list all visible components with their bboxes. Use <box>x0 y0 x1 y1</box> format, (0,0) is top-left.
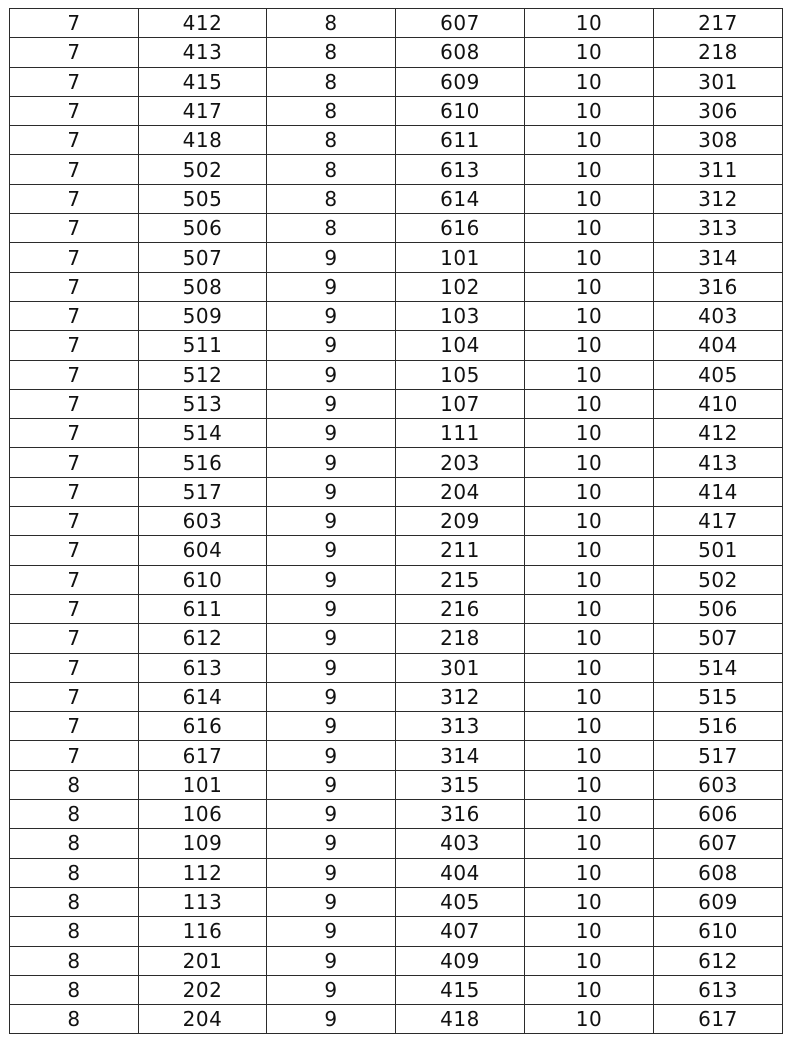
table-cell: 603 <box>654 770 783 799</box>
table-cell: 9 <box>267 624 396 653</box>
table-cell: 611 <box>139 594 267 623</box>
table-cell: 109 <box>139 829 267 858</box>
table-row <box>10 653 783 682</box>
table-cell: 607 <box>396 9 525 38</box>
table-row <box>10 1005 783 1034</box>
table-cell: 405 <box>654 360 783 389</box>
table-cell: 10 <box>525 184 654 213</box>
table-cell: 617 <box>139 741 267 770</box>
table-cell: 8 <box>10 975 139 1004</box>
table-cell: 7 <box>10 682 139 711</box>
table-cell: 10 <box>525 829 654 858</box>
table-cell: 9 <box>267 301 396 330</box>
table-cell: 9 <box>267 741 396 770</box>
table-cell: 106 <box>139 800 267 829</box>
table-cell: 7 <box>10 448 139 477</box>
table-cell: 10 <box>525 800 654 829</box>
table-cell: 9 <box>267 975 396 1004</box>
table-row <box>10 946 783 975</box>
table-cell: 10 <box>525 477 654 506</box>
table-cell: 211 <box>396 536 525 565</box>
table-cell: 10 <box>525 301 654 330</box>
table-cell: 7 <box>10 536 139 565</box>
table-cell: 10 <box>525 331 654 360</box>
table-cell: 8 <box>10 917 139 946</box>
table-cell: 313 <box>654 214 783 243</box>
table-body <box>10 9 783 1034</box>
table-cell: 415 <box>396 975 525 1004</box>
table-cell: 9 <box>267 770 396 799</box>
table-cell: 10 <box>525 536 654 565</box>
table-cell: 217 <box>654 9 783 38</box>
table-cell: 312 <box>396 682 525 711</box>
table-cell: 9 <box>267 829 396 858</box>
table-cell: 215 <box>396 565 525 594</box>
table-cell: 506 <box>139 214 267 243</box>
table-cell: 611 <box>396 126 525 155</box>
table-cell: 9 <box>267 389 396 418</box>
table-cell: 7 <box>10 624 139 653</box>
table-cell: 10 <box>525 712 654 741</box>
table-cell: 412 <box>139 9 267 38</box>
table-cell: 509 <box>139 301 267 330</box>
table-cell: 9 <box>267 419 396 448</box>
table-row <box>10 917 783 946</box>
table-cell: 314 <box>396 741 525 770</box>
table-cell: 612 <box>139 624 267 653</box>
table-cell: 8 <box>267 38 396 67</box>
table-cell: 311 <box>654 155 783 184</box>
table-cell: 608 <box>396 38 525 67</box>
table-cell: 609 <box>654 887 783 916</box>
table-cell: 613 <box>396 155 525 184</box>
table-cell: 202 <box>139 975 267 1004</box>
table-cell: 9 <box>267 1005 396 1034</box>
table-cell: 612 <box>654 946 783 975</box>
table-cell: 8 <box>267 9 396 38</box>
table-row <box>10 770 783 799</box>
table-cell: 9 <box>267 507 396 536</box>
table-cell: 517 <box>654 741 783 770</box>
table-cell: 204 <box>396 477 525 506</box>
table-cell: 413 <box>654 448 783 477</box>
table-cell: 507 <box>139 243 267 272</box>
table-cell: 514 <box>139 419 267 448</box>
table-cell: 9 <box>267 917 396 946</box>
table-cell: 7 <box>10 301 139 330</box>
table-cell: 10 <box>525 917 654 946</box>
table-cell: 506 <box>654 594 783 623</box>
table-cell: 9 <box>267 243 396 272</box>
table-cell: 308 <box>654 126 783 155</box>
table-row <box>10 301 783 330</box>
table-cell: 7 <box>10 389 139 418</box>
table-cell: 404 <box>396 858 525 887</box>
table-row <box>10 389 783 418</box>
table-cell: 7 <box>10 184 139 213</box>
table-cell: 9 <box>267 946 396 975</box>
table-cell: 610 <box>396 96 525 125</box>
table-cell: 614 <box>396 184 525 213</box>
table-cell: 10 <box>525 858 654 887</box>
table-cell: 7 <box>10 712 139 741</box>
table-cell: 10 <box>525 214 654 243</box>
table-cell: 513 <box>139 389 267 418</box>
table-cell: 417 <box>139 96 267 125</box>
table-cell: 7 <box>10 594 139 623</box>
table-cell: 7 <box>10 155 139 184</box>
table-cell: 508 <box>139 272 267 301</box>
table-cell: 10 <box>525 243 654 272</box>
table-cell: 7 <box>10 419 139 448</box>
table-cell: 606 <box>654 800 783 829</box>
table-row <box>10 243 783 272</box>
table-cell: 407 <box>396 917 525 946</box>
table-cell: 10 <box>525 682 654 711</box>
table-cell: 403 <box>654 301 783 330</box>
table-cell: 107 <box>396 389 525 418</box>
table-cell: 102 <box>396 272 525 301</box>
table-cell: 7 <box>10 38 139 67</box>
table-cell: 10 <box>525 770 654 799</box>
table-cell: 113 <box>139 887 267 916</box>
table-cell: 610 <box>654 917 783 946</box>
table-cell: 312 <box>654 184 783 213</box>
table-cell: 8 <box>267 155 396 184</box>
table-cell: 515 <box>654 682 783 711</box>
table-cell: 216 <box>396 594 525 623</box>
table-cell: 9 <box>267 536 396 565</box>
table-cell: 10 <box>525 565 654 594</box>
table-cell: 610 <box>139 565 267 594</box>
table-cell: 10 <box>525 360 654 389</box>
table-cell: 8 <box>10 858 139 887</box>
table-row <box>10 272 783 301</box>
table-row <box>10 594 783 623</box>
table-cell: 516 <box>139 448 267 477</box>
table-row <box>10 96 783 125</box>
table-cell: 7 <box>10 507 139 536</box>
table-row <box>10 624 783 653</box>
table-cell: 9 <box>267 565 396 594</box>
table-cell: 10 <box>525 67 654 96</box>
table-cell: 103 <box>396 301 525 330</box>
table-cell: 7 <box>10 653 139 682</box>
table-cell: 501 <box>654 536 783 565</box>
table-cell: 403 <box>396 829 525 858</box>
table-row <box>10 448 783 477</box>
table-cell: 316 <box>654 272 783 301</box>
table-cell: 516 <box>654 712 783 741</box>
table-cell: 10 <box>525 1005 654 1034</box>
table-cell: 10 <box>525 741 654 770</box>
table-cell: 316 <box>396 800 525 829</box>
table-cell: 10 <box>525 38 654 67</box>
table-row <box>10 741 783 770</box>
table-cell: 301 <box>654 67 783 96</box>
table-cell: 7 <box>10 67 139 96</box>
table-cell: 209 <box>396 507 525 536</box>
table-cell: 7 <box>10 565 139 594</box>
table-cell: 10 <box>525 653 654 682</box>
table-cell: 105 <box>396 360 525 389</box>
table-cell: 111 <box>396 419 525 448</box>
table-cell: 8 <box>10 1005 139 1034</box>
table-cell: 7 <box>10 477 139 506</box>
table-cell: 9 <box>267 682 396 711</box>
table-cell: 314 <box>654 243 783 272</box>
table-row <box>10 38 783 67</box>
table-cell: 418 <box>396 1005 525 1034</box>
table-cell: 608 <box>654 858 783 887</box>
table-cell: 413 <box>139 38 267 67</box>
table-row <box>10 214 783 243</box>
table-cell: 613 <box>654 975 783 1004</box>
table-cell: 112 <box>139 858 267 887</box>
table-cell: 8 <box>267 214 396 243</box>
table-cell: 8 <box>267 96 396 125</box>
table-row <box>10 507 783 536</box>
table-cell: 218 <box>654 38 783 67</box>
table-cell: 7 <box>10 331 139 360</box>
table-cell: 607 <box>654 829 783 858</box>
table-cell: 7 <box>10 126 139 155</box>
table-cell: 514 <box>654 653 783 682</box>
table-cell: 7 <box>10 360 139 389</box>
table-cell: 203 <box>396 448 525 477</box>
table-cell: 511 <box>139 331 267 360</box>
table-cell: 201 <box>139 946 267 975</box>
table-cell: 8 <box>267 184 396 213</box>
table-cell: 7 <box>10 9 139 38</box>
table-cell: 9 <box>267 272 396 301</box>
table-cell: 9 <box>267 712 396 741</box>
table-row <box>10 67 783 96</box>
table-cell: 7 <box>10 243 139 272</box>
table-cell: 301 <box>396 653 525 682</box>
table-cell: 617 <box>654 1005 783 1034</box>
table-cell: 313 <box>396 712 525 741</box>
table-cell: 409 <box>396 946 525 975</box>
table-cell: 8 <box>267 126 396 155</box>
table-cell: 10 <box>525 624 654 653</box>
table-cell: 414 <box>654 477 783 506</box>
table-cell: 8 <box>10 800 139 829</box>
table-row <box>10 712 783 741</box>
table-cell: 8 <box>10 887 139 916</box>
table-cell: 9 <box>267 477 396 506</box>
table-row <box>10 800 783 829</box>
table-row <box>10 331 783 360</box>
table-cell: 415 <box>139 67 267 96</box>
table-cell: 315 <box>396 770 525 799</box>
table-cell: 505 <box>139 184 267 213</box>
table-row <box>10 126 783 155</box>
table-row <box>10 184 783 213</box>
table-cell: 404 <box>654 331 783 360</box>
table-cell: 101 <box>139 770 267 799</box>
table-cell: 502 <box>654 565 783 594</box>
table-row <box>10 419 783 448</box>
table-cell: 10 <box>525 975 654 1004</box>
table-cell: 10 <box>525 594 654 623</box>
table-cell: 9 <box>267 594 396 623</box>
table-row <box>10 360 783 389</box>
table-cell: 502 <box>139 155 267 184</box>
table-cell: 616 <box>396 214 525 243</box>
data-table <box>9 8 783 1034</box>
table-cell: 7 <box>10 272 139 301</box>
table-cell: 9 <box>267 858 396 887</box>
table-cell: 9 <box>267 887 396 916</box>
table-cell: 9 <box>267 448 396 477</box>
table-cell: 306 <box>654 96 783 125</box>
table-cell: 204 <box>139 1005 267 1034</box>
table-row <box>10 858 783 887</box>
table-cell: 616 <box>139 712 267 741</box>
table-cell: 10 <box>525 389 654 418</box>
table-row <box>10 887 783 916</box>
table-cell: 10 <box>525 448 654 477</box>
table-cell: 10 <box>525 155 654 184</box>
table-cell: 9 <box>267 331 396 360</box>
table-cell: 7 <box>10 96 139 125</box>
table-row <box>10 536 783 565</box>
table-cell: 405 <box>396 887 525 916</box>
table-cell: 8 <box>10 946 139 975</box>
table-row <box>10 682 783 711</box>
table-cell: 8 <box>267 67 396 96</box>
table-cell: 10 <box>525 96 654 125</box>
table-cell: 517 <box>139 477 267 506</box>
table-cell: 604 <box>139 536 267 565</box>
table-cell: 614 <box>139 682 267 711</box>
table-cell: 8 <box>10 829 139 858</box>
table-cell: 10 <box>525 419 654 448</box>
table-cell: 410 <box>654 389 783 418</box>
table-cell: 10 <box>525 126 654 155</box>
table-cell: 613 <box>139 653 267 682</box>
table-cell: 512 <box>139 360 267 389</box>
table-row <box>10 155 783 184</box>
table-row <box>10 565 783 594</box>
table-cell: 10 <box>525 272 654 301</box>
table-row <box>10 975 783 1004</box>
table-cell: 8 <box>10 770 139 799</box>
table-cell: 507 <box>654 624 783 653</box>
table-cell: 412 <box>654 419 783 448</box>
table-cell: 7 <box>10 214 139 243</box>
table-cell: 10 <box>525 946 654 975</box>
table-cell: 9 <box>267 800 396 829</box>
table-cell: 7 <box>10 741 139 770</box>
table-cell: 609 <box>396 67 525 96</box>
table-cell: 10 <box>525 9 654 38</box>
table-cell: 10 <box>525 507 654 536</box>
table-cell: 10 <box>525 887 654 916</box>
table-cell: 101 <box>396 243 525 272</box>
table-cell: 116 <box>139 917 267 946</box>
table-cell: 603 <box>139 507 267 536</box>
table-cell: 218 <box>396 624 525 653</box>
table-row <box>10 477 783 506</box>
table-cell: 418 <box>139 126 267 155</box>
table-row <box>10 9 783 38</box>
table-cell: 104 <box>396 331 525 360</box>
table-cell: 9 <box>267 360 396 389</box>
table-row <box>10 829 783 858</box>
table-cell: 417 <box>654 507 783 536</box>
table-cell: 9 <box>267 653 396 682</box>
